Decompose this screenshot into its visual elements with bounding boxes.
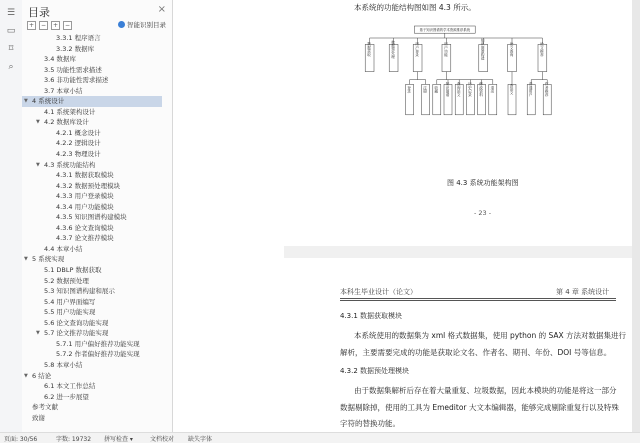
toc-item[interactable] [22, 265, 162, 276]
toc-item[interactable] [22, 254, 162, 265]
toc-item-label: 4.1 系统架构设计 [44, 107, 96, 116]
diagram-node-label: 论文查询 [510, 41, 514, 57]
toc-item-label: 4.3.5 知识图谱构建模块 [56, 213, 127, 222]
toc-icon[interactable]: ☰ [6, 8, 16, 18]
toc-item[interactable] [22, 128, 162, 139]
diagram-leaf-label: 知识图谱 [446, 81, 450, 97]
toc-item-label: 4.2.3 物理设计 [56, 150, 101, 159]
toc-item[interactable] [22, 181, 162, 192]
toc-list [22, 33, 162, 423]
diagram-leaf-label: 普通用户 [529, 81, 534, 97]
toc-item[interactable] [22, 191, 162, 202]
toc-item-label: 4.4 本章小结 [44, 244, 83, 253]
diagram-leaf-label: 修改资料 [479, 81, 484, 97]
section-heading-431: 4.3.1 数据获取模块 [340, 312, 403, 320]
toc-item[interactable] [22, 349, 162, 360]
toc-item[interactable] [22, 276, 162, 287]
figure-caption: 图 4.3 系统功能架构图 [447, 179, 519, 187]
toc-item[interactable] [22, 402, 162, 413]
toc-item-label: 4.3 系统功能结构 [44, 160, 96, 169]
toc-item-label: 3.4 数据库 [44, 55, 76, 64]
toc-item-label: 4.3.2 数据预处理模块 [56, 181, 121, 190]
toc-item[interactable] [22, 117, 162, 128]
toc-item[interactable] [22, 413, 162, 424]
toc-item-label: 4.3.7 论文推荐模块 [56, 234, 114, 243]
diagram-leaf-label: 作者推荐 [545, 81, 550, 97]
toc-item[interactable] [22, 138, 162, 149]
toc-item[interactable] [22, 44, 162, 55]
toc-item-label: 4.3.6 论文查询模块 [56, 223, 114, 232]
diagram-leaf-label: 查询论文 [457, 81, 462, 97]
chevron-down-icon[interactable]: ▼ [36, 330, 40, 337]
spell-check[interactable]: 拼写检查 ▾ [104, 436, 133, 443]
toc-item-label: 4.2.1 概念设计 [56, 128, 101, 137]
toc-item[interactable] [22, 392, 162, 403]
section-heading-432: 4.3.2 数据预处理模块 [340, 367, 410, 375]
diagram-leaf-label: 收藏 [434, 85, 439, 93]
toc-item[interactable] [22, 170, 162, 181]
toc-item-label: 5.4 用户界面编写 [44, 297, 96, 306]
close-icon[interactable]: × [157, 4, 166, 15]
toc-item-label: 5.3 知识图谱构建和展示 [44, 287, 115, 296]
toc-item-label: 3.3.1 程序语言 [56, 34, 101, 42]
pages-icon[interactable]: ▭ [6, 26, 16, 36]
toc-item-label: 5.7.1 用户偏好推荐功能实现 [56, 339, 140, 348]
toc-item-label: 5.1 DBLP 数据获取 [44, 266, 102, 275]
chevron-down-icon[interactable]: ▼ [36, 161, 40, 168]
toc-item-label: 3.3.2 数据库 [56, 44, 95, 53]
toc-item[interactable] [22, 33, 162, 44]
toc-item-label: 4.3.3 用户登录模块 [56, 192, 114, 201]
missing-font[interactable]: 缺失字体 [188, 436, 213, 443]
toc-item[interactable] [22, 223, 162, 234]
toc-toolbar [27, 20, 168, 32]
diagram-node-label: 数据获取 [367, 41, 372, 57]
paragraph-1-line-1: 本系统使用的数据集为 xml 格式数据集，使用 python 的 SAX 方法对数据集进行 [354, 331, 627, 340]
smart-icon [118, 21, 125, 28]
diagram-leaf-label: 注册 [423, 85, 428, 93]
diagram-leaf-label: 登录 [407, 85, 412, 93]
intro-text: 本系统的功能结构图如图 4.3 所示。 [354, 3, 476, 12]
diagram-node-label: 论文推荐 [540, 41, 545, 57]
toc-item-label: 5.7.2 作者偏好推荐功能实现 [56, 350, 140, 359]
chevron-down-icon[interactable]: ▼ [24, 98, 28, 105]
toc-title: 目录 [28, 6, 50, 19]
header-rule [340, 298, 616, 299]
chevron-down-icon[interactable]: ▼ [24, 372, 28, 379]
toc-item[interactable] [22, 297, 162, 308]
toc-item-label: 3.7 本章小结 [44, 86, 83, 95]
toc-item-label: 4.3.4 用户功能模块 [56, 202, 114, 211]
diagram-root: 基于知识图谱的学术资源推荐系统 [419, 28, 470, 33]
status-bar [0, 432, 640, 443]
toc-item-label: 6 结论 [32, 371, 52, 380]
collapse-all-icon[interactable]: − [40, 22, 47, 29]
diagram-node-label: 用户登录 [415, 41, 420, 57]
diagram-node-label: 用户功能 [444, 41, 449, 57]
toc-item[interactable] [22, 96, 162, 107]
page-count: 页面: 30/56 [4, 436, 38, 443]
toc-item-label: 6.2 进一步展望 [44, 392, 89, 401]
diagram-node-label: 知识图谱构建 [481, 38, 486, 61]
toc-item-label: 4.2 数据库设计 [44, 118, 89, 127]
word-count[interactable]: 字数: 19732 [56, 436, 92, 443]
toc-item[interactable] [22, 328, 162, 339]
diagram-leaf-label: 历史记录 [468, 81, 473, 97]
expand-icon[interactable]: + [52, 22, 59, 29]
toc-item-label: 5.7 论文推荐功能实现 [44, 329, 109, 338]
paragraph-1-line-2: 解析，主要需要完成的功能是获取论文名、作者名、期刊、年份、DOI 号等信息。 [340, 348, 612, 357]
toc-item[interactable] [22, 149, 162, 160]
toc-item-label: 5.8 本章小结 [44, 360, 83, 369]
toc-item-label: 致谢 [32, 413, 45, 422]
toc-item[interactable] [22, 360, 162, 371]
diagram-node-label: 数据预处理 [391, 40, 396, 59]
toc-item[interactable] [22, 54, 162, 65]
toc-item-label: 4.3.1 数据获取模块 [56, 171, 114, 180]
search-icon[interactable]: ⌕ [8, 62, 14, 72]
toc-item[interactable] [22, 65, 162, 76]
toc-item[interactable] [22, 75, 162, 86]
toc-item[interactable] [22, 339, 162, 350]
toc-item-label: 4.2.2 逻辑设计 [56, 139, 101, 148]
header-rule-2 [340, 300, 616, 301]
document-area [284, 0, 640, 432]
toc-item-label: 6.1 本文工作总结 [44, 382, 96, 391]
function-structure-diagram [360, 22, 556, 126]
toc-item[interactable] [22, 371, 162, 382]
diagram-leaf-label: 退出 [490, 85, 495, 93]
toc-item-label: 5 系统实现 [32, 255, 65, 264]
page-header-left: 本科生毕业设计（论文） [340, 288, 417, 296]
toc-item[interactable] [22, 286, 162, 297]
toc-item[interactable] [22, 160, 162, 171]
toc-item[interactable] [22, 202, 162, 213]
collapse-icon[interactable]: − [64, 22, 71, 29]
toc-item[interactable] [22, 86, 162, 97]
toc-item-label: 4 系统设计 [32, 97, 65, 106]
paragraph-2-line-3: 字符的替换功能。 [340, 419, 400, 428]
page-number: - 23 - [474, 209, 492, 217]
toc-item[interactable] [22, 107, 162, 118]
chevron-down-icon[interactable]: ▼ [36, 119, 40, 126]
toc-item-label: 3.5 功能性需求描述 [44, 65, 102, 74]
left-tool-rail [0, 0, 23, 432]
diagram-leaf-label: 查论文 [510, 83, 514, 95]
toc-item[interactable] [22, 318, 162, 329]
smart-toc-label: 智能识别目录 [127, 21, 166, 29]
toc-item[interactable] [22, 381, 162, 392]
toc-item-label: 5.6 论文查询功能实现 [44, 318, 109, 327]
paragraph-2-line-1: 由于数据集解析后存在着大量重复、垃圾数据，因此本模块的功能是将这一部分 [354, 386, 617, 395]
proofread[interactable]: 文档校对 [150, 436, 175, 443]
toc-panel [22, 0, 173, 432]
toc-item-label: 3.6 非功能性需求描述 [44, 76, 109, 85]
toc-item[interactable] [22, 233, 162, 244]
paragraph-2-line-2: 数据剔除掉，使用的工具为 Emeditor 大文本编辑器，能够完成剔除重复行以及特殊 [340, 403, 619, 412]
smart-toc-button[interactable] [118, 20, 166, 29]
chevron-down-icon[interactable]: ▼ [24, 256, 28, 263]
bookmark-icon[interactable]: ⌑ [8, 44, 14, 54]
page-23 [284, 0, 640, 246]
toc-item[interactable] [22, 244, 162, 255]
document-scrollbar[interactable] [632, 0, 640, 432]
toc-item-label: 5.5 用户功能实现 [44, 308, 96, 317]
expand-all-icon[interactable]: + [28, 22, 35, 29]
toc-item-label: 5.2 数据预处理 [44, 276, 89, 285]
toc-item[interactable] [22, 212, 162, 223]
toc-item-label: 参考文献 [32, 403, 58, 412]
toc-item[interactable] [22, 307, 162, 318]
page-header-right: 第 4 章 系统设计 [556, 288, 610, 296]
